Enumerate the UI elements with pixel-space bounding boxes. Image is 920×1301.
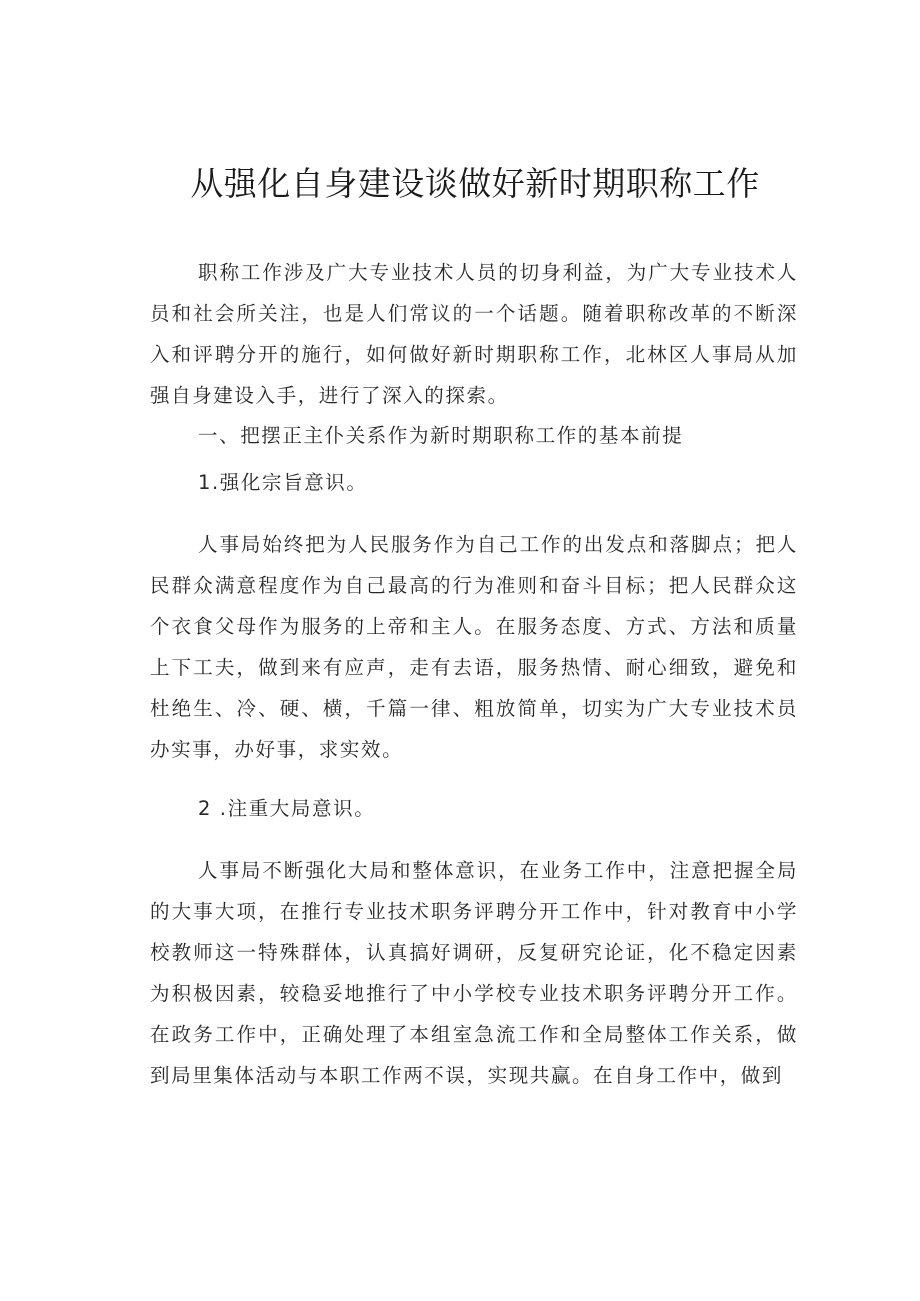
document-title: 从强化自身建设谈做好新时期职称工作 [190, 164, 760, 203]
section-1-heading: 一、把摆正主仆关系作为新时期职称工作的基本前提 [198, 424, 684, 447]
item-2-heading: 2 .注重大局意识。 [198, 797, 376, 820]
item-1-heading: 1.强化宗旨意识。 [198, 471, 368, 494]
intro-paragraph: 职称工作涉及广大专业技术人员的切身利益，为广大专业技术人员和社会所关注，也是人们常议的一个话题。随着职称改革的不断深入和评聘分开的施行，如何做好新时期职称工作，北林区人事局从加强自身建设入手，进行了深入的探索。 [150, 261, 798, 407]
item-2-paragraph: 人事局不断强化大局和整体意识，在业务工作中，注意把握全局的大事大项，在推行专业技术职务评聘分开工作中，针对教育中小学校教师这一特殊群体，认真搞好调研，反复研究论证，化不稳定因素为积极因素，较稳妥地推行了中小学校专业技术职务评聘分开工作。在政务工作中，正确处理了本组室急流工作和全局整体工作关系，做到局里集体活动与本职工作两不误，实现共赢。在自身工作中，做到 [150, 859, 798, 1087]
item-1-paragraph: 人事局始终把为人民服务作为自己工作的出发点和落脚点；把人民群众满意程度作为自己最高的行为准则和奋斗目标；把人民群众这个衣食父母作为服务的上帝和主人。在服务态度、方式、方法和质量上下工夫，做到来有应声，走有去语，服务热情、耐心细致，避免和杜绝生、冷、硬、横，千篇一律、粗放简单，切实为广大专业技术员办实事，办好事，求实效。 [150, 533, 798, 761]
